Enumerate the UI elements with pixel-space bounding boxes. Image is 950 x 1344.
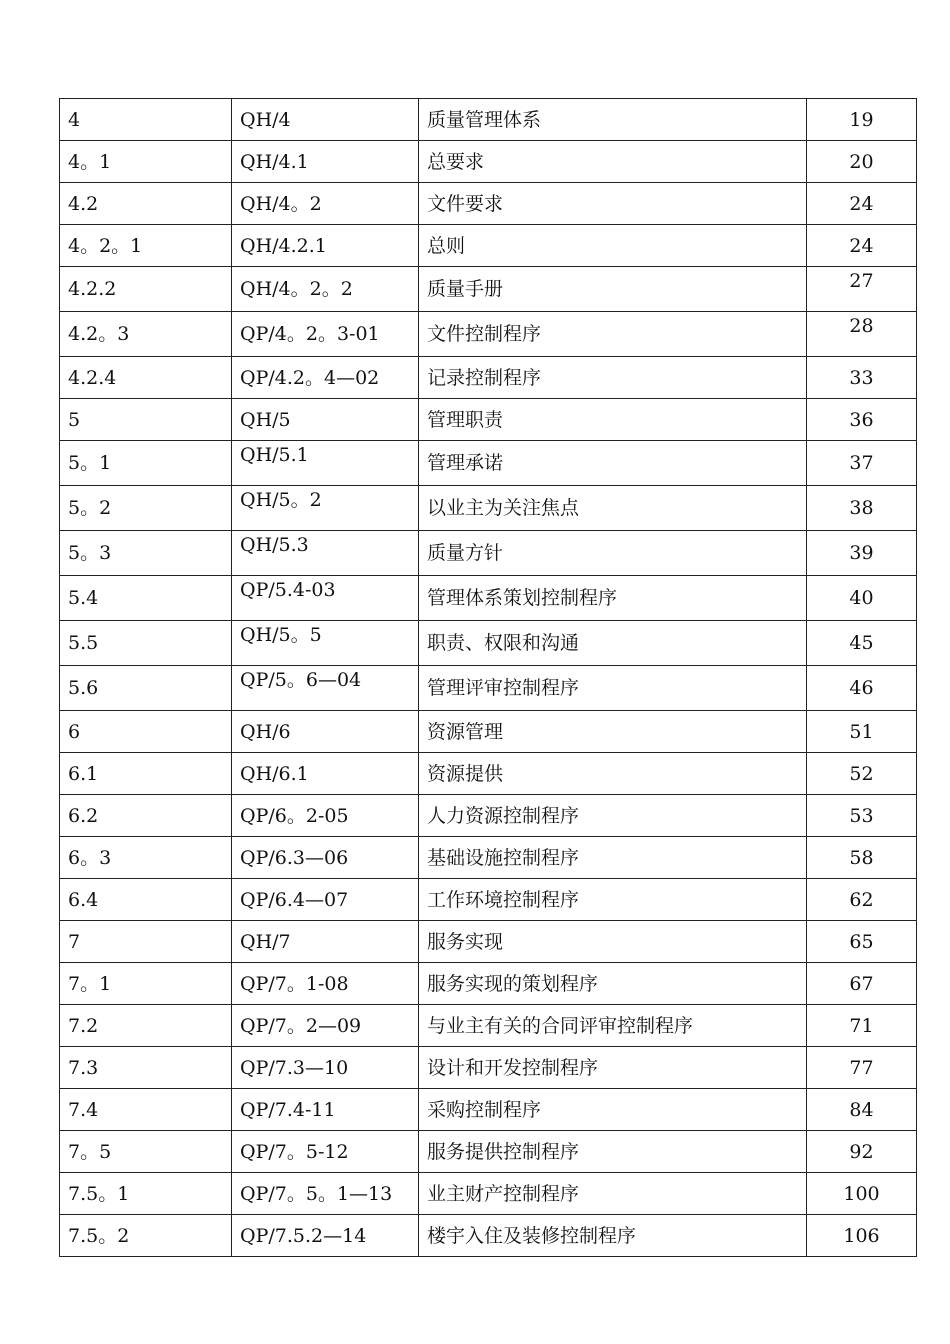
table-row [60,576,917,621]
section-title: 服务实现 [419,921,807,963]
section-number: 6 [60,711,232,753]
section-title: 基础设施控制程序 [419,837,807,879]
table-row [60,312,917,357]
page-number: 106 [807,1215,917,1257]
section-title: 业主财产控制程序 [419,1173,807,1215]
section-title: 总要求 [419,141,807,183]
section-title: 人力资源控制程序 [419,795,807,837]
page-number: 46 [807,666,917,711]
section-title: 与业主有关的合同评审控制程序 [419,1005,807,1047]
table-row [60,879,917,921]
section-number: 6。3 [60,837,232,879]
table-row [60,1089,917,1131]
section-title: 楼宇入住及装修控制程序 [419,1215,807,1257]
section-title: 资源提供 [419,753,807,795]
document-code: QH/5。2 [232,486,419,531]
section-number: 4。2。1 [60,225,232,267]
section-number: 4。1 [60,141,232,183]
document-code: QH/4。2 [232,183,419,225]
table-row [60,441,917,486]
section-title: 服务提供控制程序 [419,1131,807,1173]
page-number: 84 [807,1089,917,1131]
section-number: 7。1 [60,963,232,1005]
document-code: QP/6.3—06 [232,837,419,879]
section-number: 7.5。1 [60,1173,232,1215]
section-title: 总则 [419,225,807,267]
section-number: 6.2 [60,795,232,837]
section-title: 管理承诺 [419,441,807,486]
page-number: 92 [807,1131,917,1173]
table-row [60,1215,917,1257]
section-title: 质量管理体系 [419,99,807,141]
document-code: QP/6.4—07 [232,879,419,921]
page-number: 67 [807,963,917,1005]
document-code: QP/6。2-05 [232,795,419,837]
page-number: 71 [807,1005,917,1047]
table-row [60,183,917,225]
table-row [60,399,917,441]
page-number: 39 [807,531,917,576]
page-number: 24 [807,225,917,267]
section-number: 4 [60,99,232,141]
page-number: 53 [807,795,917,837]
section-title: 管理评审控制程序 [419,666,807,711]
section-number: 5。3 [60,531,232,576]
section-number: 5.6 [60,666,232,711]
section-number: 7。5 [60,1131,232,1173]
document-code: QP/7.5.2—14 [232,1215,419,1257]
table-row [60,267,917,312]
page-number: 51 [807,711,917,753]
section-number: 5.5 [60,621,232,666]
section-number: 7.2 [60,1005,232,1047]
table-row [60,963,917,1005]
page-number: 36 [807,399,917,441]
document-code: QP/5.4-03 [232,576,419,621]
section-number: 4.2.4 [60,357,232,399]
page-number: 33 [807,357,917,399]
toc-body [60,99,917,1257]
page-number: 19 [807,99,917,141]
section-title: 管理体系策划控制程序 [419,576,807,621]
page-number: 38 [807,486,917,531]
section-title: 以业主为关注焦点 [419,486,807,531]
section-number: 4.2。3 [60,312,232,357]
section-number: 7.4 [60,1089,232,1131]
table-row [60,486,917,531]
document-code: QH/4.1 [232,141,419,183]
table-row [60,921,917,963]
section-number: 7 [60,921,232,963]
document-code: QP/7。5。1—13 [232,1173,419,1215]
section-number: 4.2.2 [60,267,232,312]
document-code: QP/4。2。3-01 [232,312,419,357]
table-row [60,531,917,576]
table-row [60,711,917,753]
table-row [60,753,917,795]
document-code: QP/7.3—10 [232,1047,419,1089]
document-code: QP/7。2—09 [232,1005,419,1047]
document-code: QP/7。5-12 [232,1131,419,1173]
section-number: 6.4 [60,879,232,921]
table-row [60,1047,917,1089]
document-code: QH/7 [232,921,419,963]
section-number: 5.4 [60,576,232,621]
table-row [60,357,917,399]
section-number: 7.3 [60,1047,232,1089]
table-row [60,837,917,879]
document-code: QP/5。6—04 [232,666,419,711]
page-number: 24 [807,183,917,225]
page-number: 45 [807,621,917,666]
section-number: 6.1 [60,753,232,795]
document-code: QH/5.3 [232,531,419,576]
table-row [60,99,917,141]
document-code: QP/7.4-11 [232,1089,419,1131]
section-title: 管理职责 [419,399,807,441]
table-row [60,666,917,711]
section-title: 采购控制程序 [419,1089,807,1131]
table-row [60,1131,917,1173]
page-number: 100 [807,1173,917,1215]
document-code: QH/5。5 [232,621,419,666]
table-of-contents [59,98,917,1257]
document-code: QH/5 [232,399,419,441]
page-number: 37 [807,441,917,486]
section-title: 文件要求 [419,183,807,225]
section-title: 服务实现的策划程序 [419,963,807,1005]
section-number: 5。2 [60,486,232,531]
page-number: 62 [807,879,917,921]
page-number: 52 [807,753,917,795]
section-title: 质量手册 [419,267,807,312]
section-title: 文件控制程序 [419,312,807,357]
table-row [60,621,917,666]
section-title: 设计和开发控制程序 [419,1047,807,1089]
table-row [60,795,917,837]
table-row [60,225,917,267]
page-number: 58 [807,837,917,879]
section-number: 5 [60,399,232,441]
table-row [60,1173,917,1215]
section-title: 资源管理 [419,711,807,753]
document-code: QP/7。1-08 [232,963,419,1005]
document-code: QH/4 [232,99,419,141]
section-number: 7.5。2 [60,1215,232,1257]
page-number: 77 [807,1047,917,1089]
document-code: QH/6 [232,711,419,753]
document-code: QH/6.1 [232,753,419,795]
document-code: QH/4。2。2 [232,267,419,312]
page-number: 65 [807,921,917,963]
page-number: 28 [807,312,917,357]
document-code: QH/4.2.1 [232,225,419,267]
section-number: 5。1 [60,441,232,486]
section-title: 职责、权限和沟通 [419,621,807,666]
section-title: 工作环境控制程序 [419,879,807,921]
document-code: QH/5.1 [232,441,419,486]
page-number: 27 [807,267,917,312]
document-code: QP/4.2。4—02 [232,357,419,399]
section-title: 质量方针 [419,531,807,576]
table-row [60,1005,917,1047]
page-number: 40 [807,576,917,621]
page-number: 20 [807,141,917,183]
table-row [60,141,917,183]
section-title: 记录控制程序 [419,357,807,399]
section-number: 4.2 [60,183,232,225]
